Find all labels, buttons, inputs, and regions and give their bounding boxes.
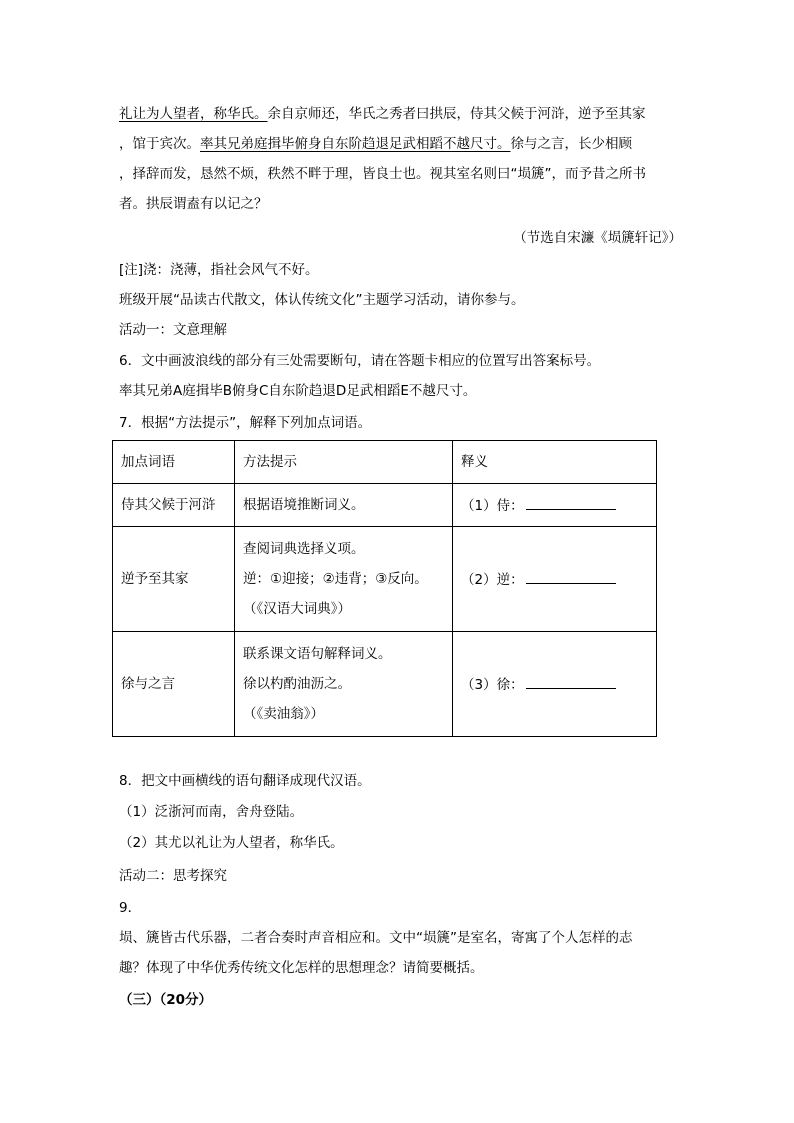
activity-1-heading: 活动一：文意理解	[119, 322, 227, 338]
question-6-sentence: 率其兄弟A庭揖毕B俯身C自东阶趋退D足武相蹈E不越尺寸。	[119, 383, 477, 399]
table-row	[113, 632, 657, 737]
table-header: 释义	[453, 441, 657, 484]
hint-line: （《卖油翁》）	[243, 706, 324, 722]
question-9-number: 9．	[119, 900, 142, 916]
passage-text: 余自京师还，华氏之秀者曰拱辰，侍其父候于河浒，逆予至其家	[267, 106, 646, 122]
passage-line-3: ，择辞而发，恳然不烦，秩然不畔于理，皆良士也。视其室名则曰“埙篪”，而予昔之所书	[119, 166, 646, 182]
passage-line-1	[119, 104, 646, 124]
passage-note: [注]浇：浇薄，指社会风气不好。	[119, 262, 319, 278]
table-cell-word: 侍其父候于河浒	[113, 484, 235, 527]
activity-2-heading: 活动二：思考探究	[119, 868, 227, 884]
question-8-item-2: （2）其尤以礼让为人望者，称华氏。	[119, 835, 344, 851]
passage-line-4: 者。拱辰谓盍有以记之？	[119, 196, 268, 212]
passage-line-2	[119, 134, 632, 154]
passage-text: 徐与之言，长少相顾	[510, 136, 632, 152]
question-7: 7．根据“方法提示”，解释下列加点词语。	[119, 415, 372, 431]
question-6: 6．文中画波浪线的部分有三处需要断句，请在答题卡相应的位置写出答案标号。	[119, 353, 601, 369]
question-8-item-1: （1）泛浙河而南，舍舟登陆。	[119, 804, 304, 820]
answer-label: （2）逆：	[461, 571, 524, 588]
table-row	[113, 527, 657, 632]
table-cell-word: 徐与之言	[113, 632, 235, 737]
activity-intro: 班级开展“品读古代散文，体认传统文化”主题学习活动，请你参与。	[119, 292, 525, 308]
passage-source: （节选自宋濂《埙篪轩记》）	[513, 230, 682, 246]
table-header-row	[113, 441, 657, 484]
answer-blank[interactable]	[526, 674, 616, 689]
table-cell-answer	[453, 632, 657, 737]
answer-label: （3）徐：	[461, 676, 524, 693]
passage-text: ，馆于宾次。	[119, 136, 200, 152]
vocabulary-table	[112, 440, 657, 737]
section-3-heading: （三）（20分）	[119, 992, 213, 1008]
table-cell-hint	[235, 632, 453, 737]
table-row	[113, 484, 657, 527]
answer-blank[interactable]	[526, 495, 616, 510]
table-header: 加点词语	[113, 441, 235, 484]
question-8: 8．把文中画横线的语句翻译成现代汉语。	[119, 773, 371, 789]
answer-label: （1）侍：	[461, 497, 524, 514]
answer-blank[interactable]	[526, 569, 616, 584]
table-header: 方法提示	[235, 441, 453, 484]
hint-line: 查阅词典选择义项。	[243, 541, 365, 557]
hint-line: 逆：①迎接；②违背；③反向。	[243, 571, 428, 587]
table-cell-hint: 根据语境推断词义。	[235, 484, 453, 527]
underlined-sentence: 礼让为人望者，称华氏。	[119, 106, 268, 122]
table-cell-word: 逆予至其家	[113, 527, 235, 632]
wavy-underlined-sentence: 率其兄弟庭揖毕俯身自东阶趋退足武相蹈不越尺寸。	[200, 136, 511, 152]
hint-line: 联系课文语句解释词义。	[243, 646, 392, 662]
table-cell-answer	[453, 527, 657, 632]
question-9-line-1: 埙、篪皆古代乐器，二者合奏时声音相应和。文中“埙篪”是室名，寄寓了个人怎样的志	[119, 930, 633, 946]
hint-line: （《汉语大词典》）	[243, 601, 351, 617]
question-9-line-2: 趣？体现了中华优秀传统文化怎样的思想理念？请简要概括。	[119, 960, 484, 976]
hint-line: 徐以杓酌油沥之。	[243, 676, 351, 692]
table-cell-hint	[235, 527, 453, 632]
table-cell-answer	[453, 484, 657, 527]
